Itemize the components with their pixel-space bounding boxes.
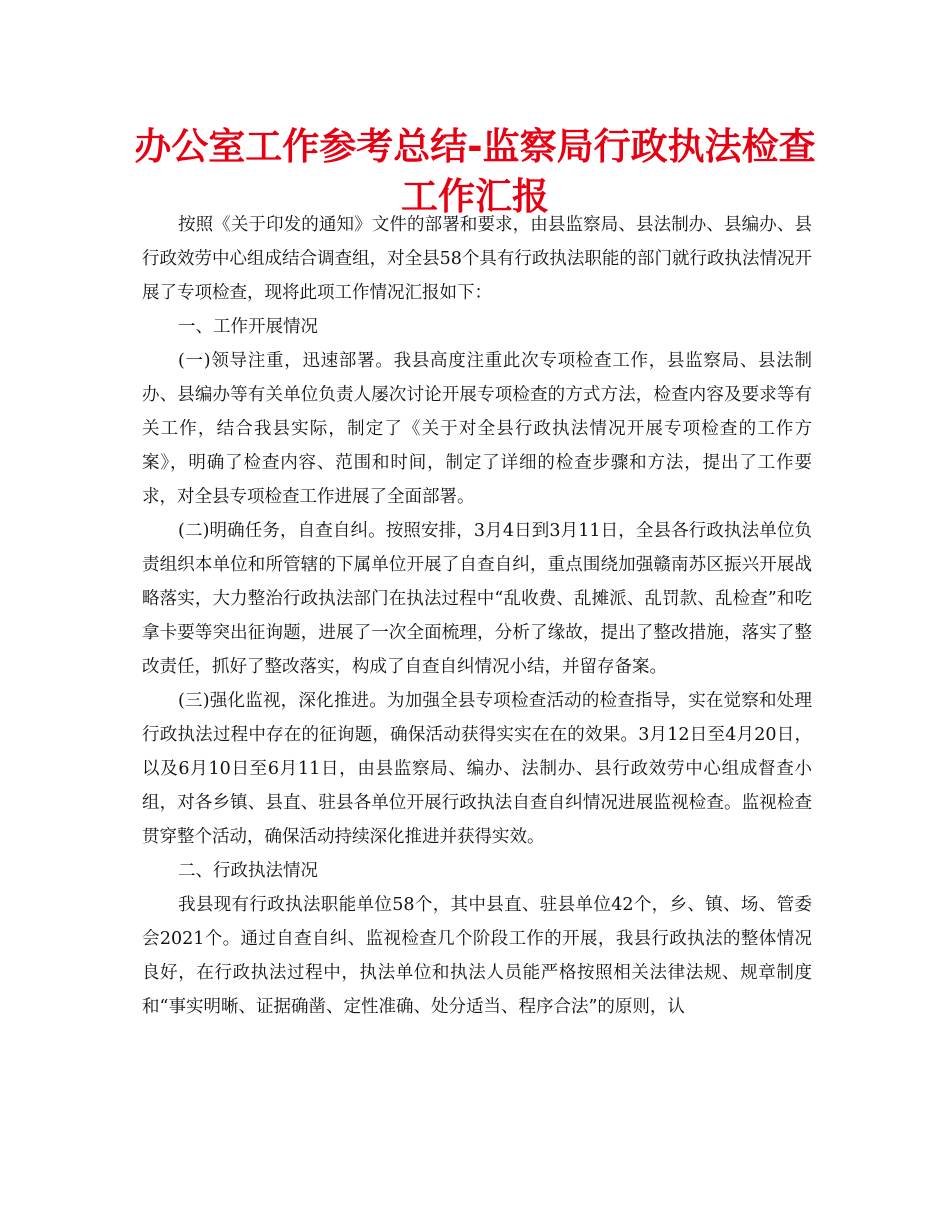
paragraph-enforcement-status: 我县现有行政执法职能单位58个，其中县直、驻县单位42个，乡、镇、场、管委会2021个。通过自查自纠、监视检查几个阶段工作的开展，我县行政执法的整体情况良好，在行政执法过程中，执法单位和执法人员能严格按照相关法律法规、规章制度和“事实明晰、证据确凿、定性准确、处分适当、程序合法”的原则，认 bbox=[142, 895, 812, 1017]
paragraph-self-inspection: (二)明确任务，自查自纠。按照安排，3月4日到3月11日，全县各行政执法单位负责组织本单位和所管辖的下属单位开展了自查自纠，重点围绕加强赣南苏区振兴开展战略落实，大力整治行政执法部门在执法过程中“乱收费、乱摊派、乱罚款、乱检查”和吃拿卡要等突出征询题，进展了一次全面梳理，分析了缘故，提出了整改措施，落实了整改责任，抓好了整改落实，构成了自查自纠情况小结，并留存备案。 bbox=[142, 521, 812, 677]
section-heading-2: 二、行政执法情况 bbox=[178, 861, 318, 881]
paragraph-supervision: (三)强化监视，深化推进。为加强全县专项检查活动的检查指导，实在觉察和处理行政执法过程中存在的征询题，确保活动获得实实在在的效果。3月12日至4月20日，以及6月10日至6月11日，由县监察局、编办、法制办、县行政效劳中心组成督查小组，对各乡镇、县直、驻县各单位开展行政执法自查自纠情况进展监视检查。监视检查贯穿整个活动，确保活动持续深化推进并获得实效。 bbox=[142, 691, 812, 847]
document-body bbox=[142, 208, 812, 1024]
section-heading-1: 一、工作开展情况 bbox=[178, 317, 318, 337]
document-title: 办公室工作参考总结-监察局行政执法检查工作汇报 bbox=[134, 125, 816, 218]
paragraph-intro: 按照《关于印发的通知》文件的部署和要求，由县监察局、县法制办、县编办、县行政效劳中心组成结合调查组，对全县58个具有行政执法职能的部门就行政执法情况开展了专项检查，现将此项工作情况汇报如下： bbox=[142, 215, 812, 303]
paragraph-leadership: (一)领导注重，迅速部署。我县高度注重此次专项检查工作，县监察局、县法制办、县编办等有关单位负责人屡次讨论开展专项检查的方式方法，检查内容及要求等有关工作，结合我县实际，制定了《关于对全县行政执法情况开展专项检查的工作方案》，明确了检查内容、范围和时间，制定了详细的检查步骤和方法，提出了工作要求，对全县专项检查工作进展了全面部署。 bbox=[142, 351, 812, 507]
